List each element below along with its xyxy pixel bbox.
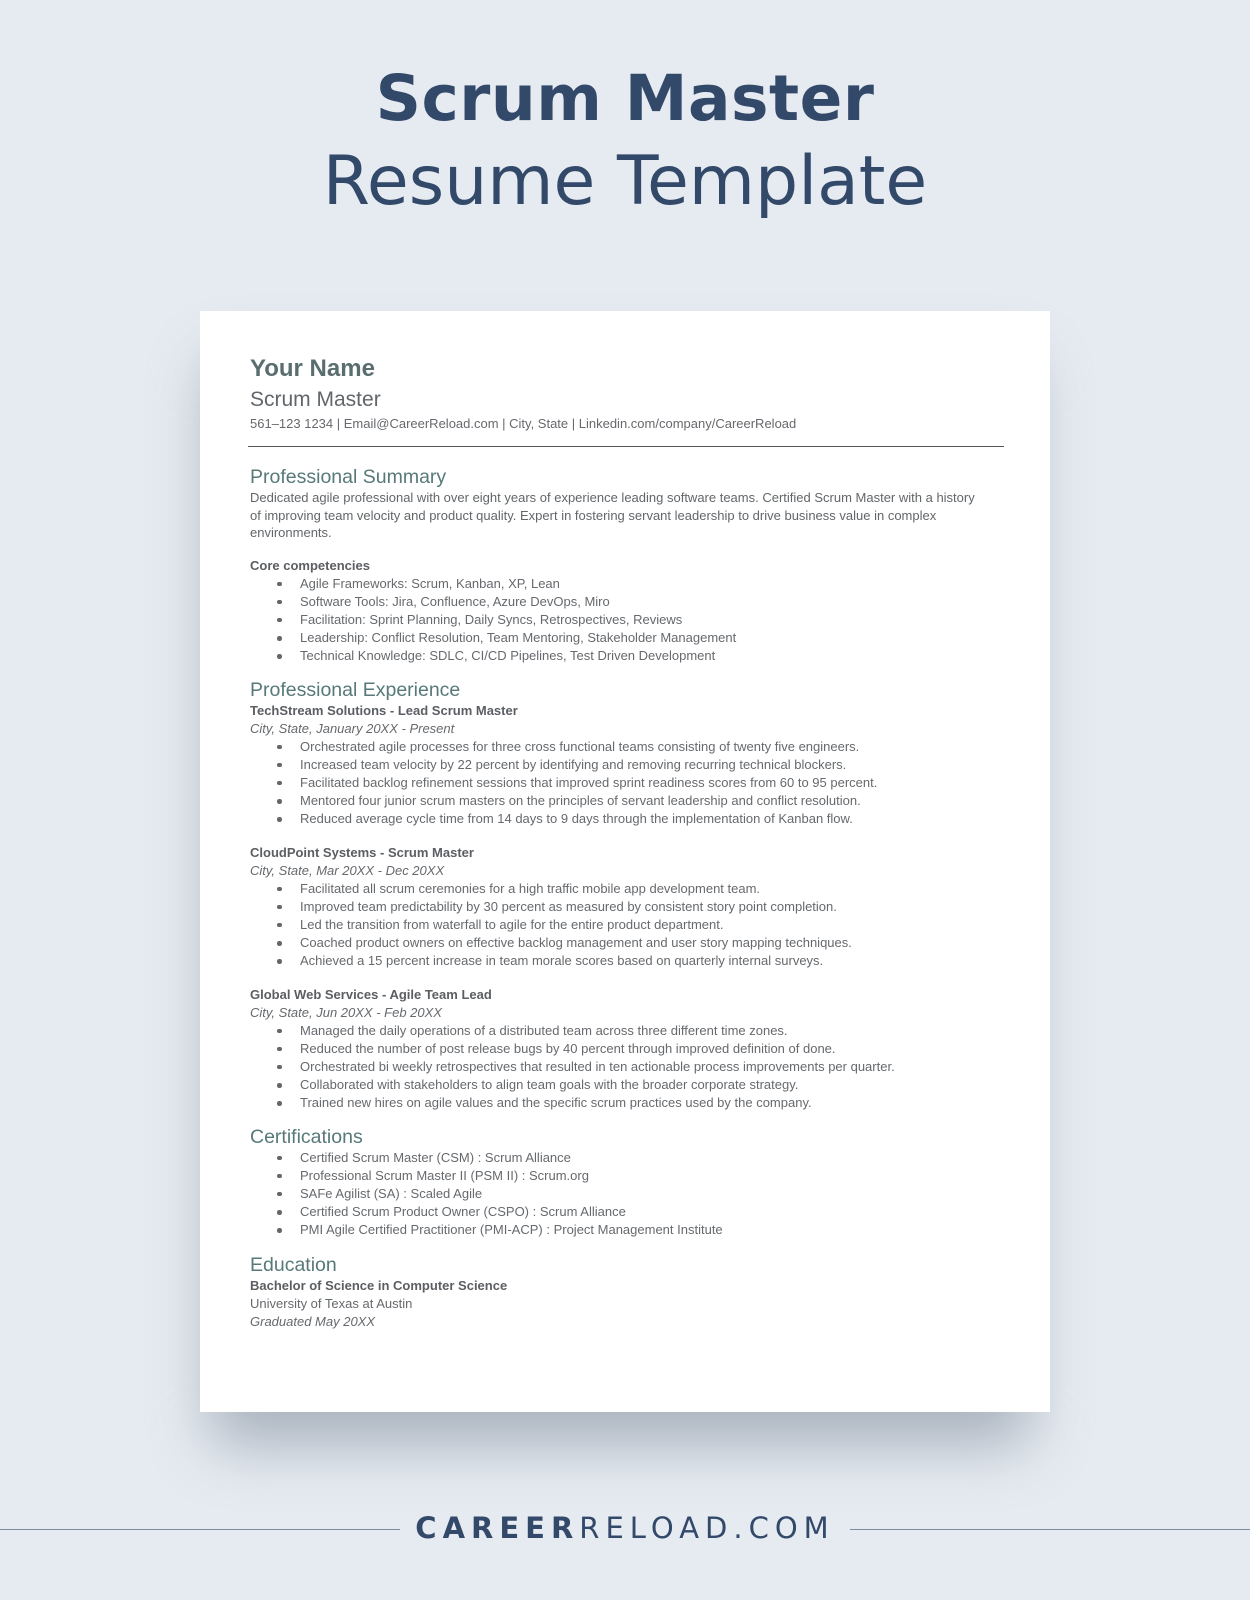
section-heading: Professional Experience: [250, 678, 461, 701]
list-item: Increased team velocity by 22 percent by identifying and removing recurring technical blockers.: [250, 756, 1001, 774]
job-title: TechStream Solutions - Lead Scrum Master: [250, 702, 518, 718]
section-heading: Professional Summary: [250, 466, 447, 488]
list-item: Leadership: Conflict Resolution, Team Mentoring, Stakeholder Management: [250, 629, 1001, 647]
job-dates: City, State, Jun 20XX - Feb 20XX: [250, 1004, 442, 1020]
list-item: SAFe Agilist (SA) : Scaled Agile: [250, 1185, 1001, 1203]
section-heading: Certifications: [250, 1125, 363, 1148]
job-entry: [250, 702, 1001, 829]
school: University of Texas at Austin: [250, 1295, 413, 1311]
graduation-date: Graduated May 20XX: [250, 1313, 376, 1329]
list-item: Trained new hires on agile values and the specific scrum practices used by the company.: [250, 1094, 1001, 1112]
education-section: [250, 1254, 1001, 1331]
hero-subtitle: Resume Template: [322, 142, 928, 221]
list-item: Coached product owners on effective backlog management and user story mapping techniques.: [250, 934, 1001, 952]
summary-text: Dedicated agile professional with over eight years of experience leading software teams. Certified Scrum Master with a history of improving team velocity and product quality. Expert in fostering servant leadership to drive business value in complex environments.: [250, 490, 975, 540]
list-item: Improved team predictability by 30 percent as measured by consistent story point completion.: [250, 898, 1001, 916]
resume-name: Your Name: [250, 355, 375, 382]
list-item: Agile Frameworks: Scrum, Kanban, XP, Lean: [250, 575, 1001, 593]
list-item: PMI Agile Certified Practitioner (PMI-ACP) : Project Management Institute: [250, 1221, 1001, 1239]
section-heading: Education: [250, 1253, 337, 1276]
competencies-list: [250, 575, 1001, 666]
footer-divider-left: [0, 1529, 400, 1530]
list-item: Collaborated with stakeholders to align team goals with the broader corporate strategy.: [250, 1076, 1001, 1094]
header-divider: [248, 446, 1004, 447]
list-item: Mentored four junior scrum masters on the principles of servant leadership and conflict resolution.: [250, 792, 1001, 810]
certifications-list: [250, 1149, 1001, 1240]
job-title: Global Web Services - Agile Team Lead: [250, 986, 492, 1002]
resume-page: [200, 311, 1050, 1412]
list-item: Professional Scrum Master II (PSM II) : Scrum.org: [250, 1167, 1001, 1185]
list-item: Managed the daily operations of a distributed team across three different time zones.: [250, 1022, 1001, 1040]
job-title: CloudPoint Systems - Scrum Master: [250, 844, 474, 860]
list-item: Reduced the number of post release bugs by 40 percent through improved definition of done.: [250, 1040, 1001, 1058]
list-item: Orchestrated agile processes for three cross functional teams consisting of twenty five engineers.: [250, 738, 1001, 756]
job-dates: City, State, January 20XX - Present: [250, 720, 455, 736]
list-item: Facilitated backlog refinement sessions that improved sprint readiness scores from 60 to 95 percent.: [250, 774, 1001, 792]
job-bullets: [250, 1022, 1001, 1113]
list-item: Facilitation: Sprint Planning, Daily Syncs, Retrospectives, Reviews: [250, 611, 1001, 629]
contact-line: 561–123 1234 | Email@CareerReload.com | City, State | Linkedin.com/company/CareerReload: [250, 416, 797, 431]
footer-divider-right: [850, 1529, 1250, 1530]
hero-title: Scrum Master: [375, 62, 875, 135]
list-item: Technical Knowledge: SDLC, CI/CD Pipelines, Test Driven Development: [250, 647, 1001, 665]
list-item: Led the transition from waterfall to agile for the entire product department.: [250, 916, 1001, 934]
list-item: Certified Scrum Product Owner (CSPO) : Scrum Alliance: [250, 1203, 1001, 1221]
degree: Bachelor of Science in Computer Science: [250, 1277, 508, 1293]
list-item: Reduced average cycle time from 14 days to 9 days through the implementation of Kanban flow.: [250, 810, 1001, 828]
summary-section: [250, 466, 1001, 666]
list-item: Facilitated all scrum ceremonies for a high traffic mobile app development team.: [250, 880, 1001, 898]
certifications-section: [250, 1126, 1001, 1240]
job-bullets: [250, 880, 1001, 971]
list-item: Achieved a 15 percent increase in team morale scores based on quarterly internal surveys.: [250, 952, 1001, 970]
brand-logo-light: RELOAD.COM: [579, 1511, 835, 1545]
competencies-heading: Core competencies: [250, 557, 370, 573]
list-item: Software Tools: Jira, Confluence, Azure DevOps, Miro: [250, 593, 1001, 611]
job-entry: [250, 844, 1001, 971]
resume-role: Scrum Master: [250, 388, 381, 411]
job-dates: City, State, Mar 20XX - Dec 20XX: [250, 862, 445, 878]
job-entry: [250, 986, 1001, 1113]
list-item: Orchestrated bi weekly retrospectives that resulted in ten actionable process improvements per quarter.: [250, 1058, 1001, 1076]
job-bullets: [250, 738, 1001, 829]
list-item: Certified Scrum Master (CSM) : Scrum Alliance: [250, 1149, 1001, 1167]
experience-section: [250, 679, 1001, 1113]
brand-logo-bold: CAREER: [415, 1511, 580, 1545]
brand-logo: [400, 1511, 850, 1545]
